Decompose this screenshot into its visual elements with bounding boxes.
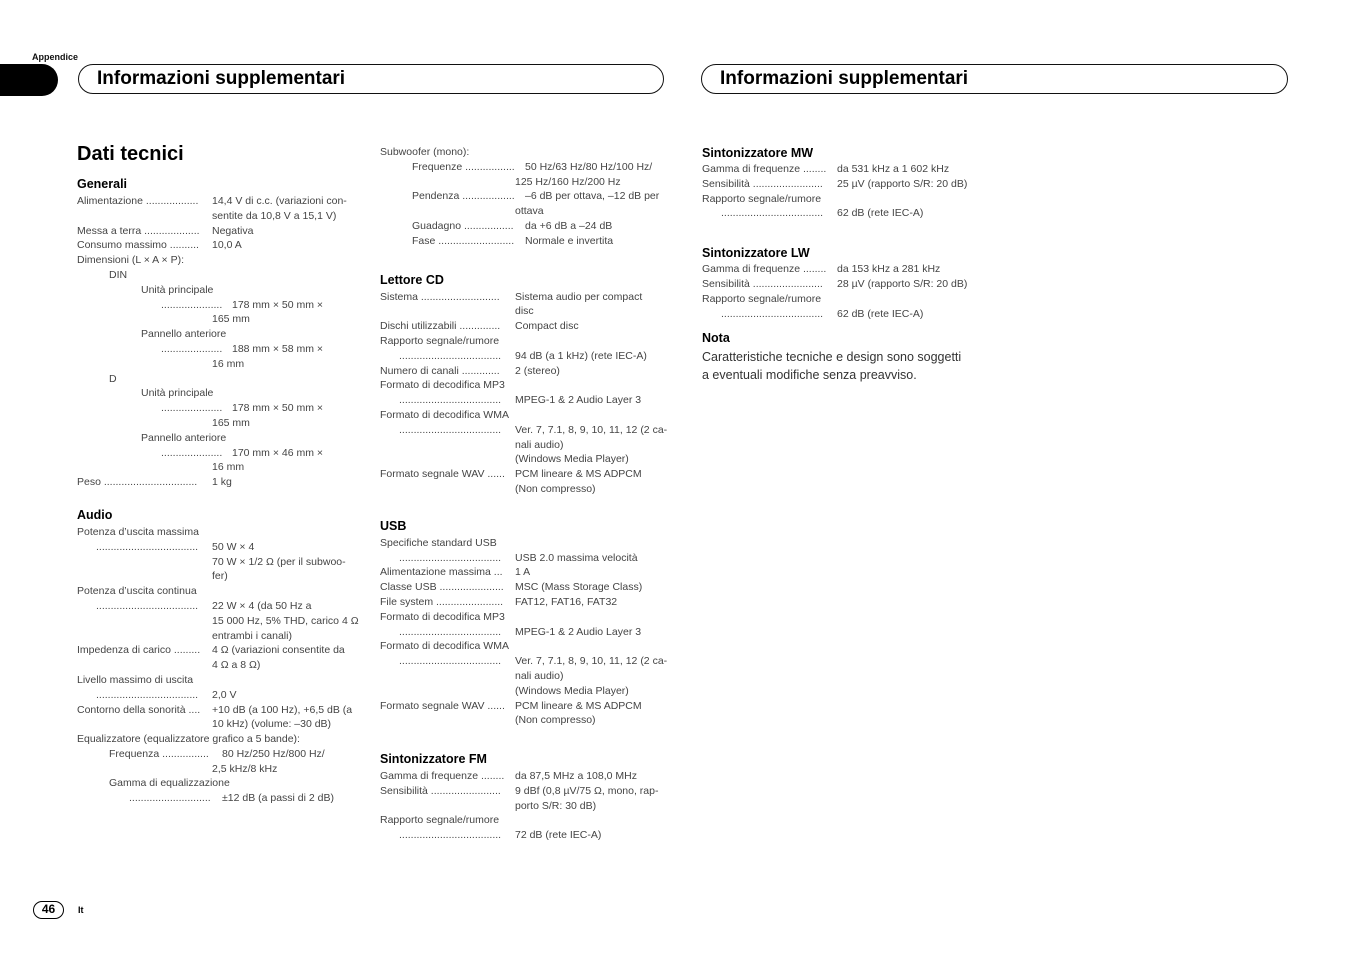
spec-label: Pannello anteriore <box>141 328 227 341</box>
spec-label: Rapporto segnale/rumore <box>702 192 822 205</box>
spec-value: ±12 dB (a passi di 2 dB) <box>222 792 334 805</box>
spec-dots: ..................... <box>161 298 223 311</box>
spec-label: DIN <box>109 268 128 281</box>
spec-value: entrambi i canali) <box>212 629 292 642</box>
spec-value: 28 µV (rapporto S/R: 20 dB) <box>837 277 968 290</box>
spec-value: Compact disc <box>515 320 579 333</box>
spec-dots: ................................... <box>399 625 502 638</box>
spec-value: ottava <box>515 205 544 218</box>
spec-value: 50 W × 4 <box>212 540 255 553</box>
spec-label: Equalizzatore (equalizzatore grafico a 5 bande): <box>77 733 300 746</box>
spec-label: Contorno della sonorità .... <box>77 703 201 716</box>
spec-label: Sistema ........................... <box>380 290 500 303</box>
spec-value: Sistema audio per compact <box>515 290 643 303</box>
spec-value: da 87,5 MHz a 108,0 MHz <box>515 770 637 783</box>
spec-value: USB 2.0 massima velocità <box>515 551 638 564</box>
spec-value: PCM lineare & MS ADPCM <box>515 699 642 712</box>
spec-value: da +6 dB a –24 dB <box>525 219 613 232</box>
spec-label: Formato di decodifica MP3 <box>380 610 505 623</box>
header-right <box>701 64 1288 94</box>
spec-value: 165 mm <box>212 313 250 326</box>
spec-value: 80 Hz/250 Hz/800 Hz/ <box>222 747 325 760</box>
spec-dots: ................................... <box>96 540 199 553</box>
header-left <box>78 64 664 94</box>
appendix-label: Appendice <box>32 52 79 62</box>
section-title-usb: USB <box>380 518 407 533</box>
spec-value: 16 mm <box>212 357 245 370</box>
spec-value: 4 Ω (variazioni consentite da <box>212 644 345 657</box>
spec-label: Dischi utilizzabili .............. <box>380 320 501 333</box>
spec-value: 62 dB (rete IEC-A) <box>837 307 924 320</box>
page-title: Dati tecnici <box>77 143 184 165</box>
spec-value: 10,0 A <box>212 239 242 252</box>
spec-value: (Non compresso) <box>515 714 596 727</box>
spec-value: 170 mm × 46 mm × <box>232 446 324 459</box>
spec-value: 1 A <box>515 566 531 579</box>
spec-label: Classe USB ...................... <box>380 581 504 594</box>
column-2 <box>380 145 670 843</box>
column-1 <box>77 177 367 806</box>
spec-value: 2 (stereo) <box>515 364 560 377</box>
spec-value: 2,5 kHz/8 kHz <box>212 762 278 775</box>
section-title-lettore-cd: Lettore CD <box>380 272 444 287</box>
spec-dots: ................................... <box>96 599 199 612</box>
spec-value: Ver. 7, 7.1, 8, 9, 10, 11, 12 (2 ca- <box>515 655 668 668</box>
spec-dots: ................................... <box>721 307 824 320</box>
spec-dots: ..................... <box>161 342 223 355</box>
nota-line: Caratteristiche tecniche e design sono soggetti <box>702 350 962 365</box>
spec-label: Peso ................................ <box>77 476 198 489</box>
spec-value: (Windows Media Player) <box>515 453 629 466</box>
spec-label: Livello massimo di uscita <box>77 673 194 686</box>
spec-dots: ................................... <box>399 655 502 668</box>
spec-label: Fase .......................... <box>412 234 515 247</box>
spec-label: Sensibilità ........................ <box>380 784 501 797</box>
spec-value: 4 Ω a 8 Ω) <box>212 659 261 672</box>
spec-value: nali audio) <box>515 669 564 682</box>
spec-label: Rapporto segnale/rumore <box>380 814 500 827</box>
spec-value: –6 dB per ottava, –12 dB per <box>525 190 660 203</box>
header-right-title: Informazioni supplementari <box>720 68 969 89</box>
spec-label: Numero di canali ............. <box>380 364 500 377</box>
spec-value: porto S/R: 30 dB) <box>515 799 597 812</box>
section-title-audio: Audio <box>77 507 113 522</box>
spec-label: Formato segnale WAV ...... <box>380 699 505 712</box>
spec-label: Specifiche standard USB <box>380 536 497 549</box>
language-label: It <box>78 905 84 915</box>
spec-dots: ..................... <box>161 402 223 415</box>
spec-value: 125 Hz/160 Hz/200 Hz <box>515 175 621 188</box>
spec-label: Guadagno ................. <box>412 219 514 232</box>
spec-value: 2,0 V <box>212 688 237 701</box>
spec-dots: ................................... <box>96 688 199 701</box>
spec-label: Rapporto segnale/rumore <box>702 292 822 305</box>
spec-value: sentite da 10,8 V a 15,1 V) <box>212 209 337 222</box>
spec-value: 14,4 V di c.c. (variazioni con- <box>212 195 347 207</box>
spec-value: nali audio) <box>515 438 564 451</box>
spec-label: File system ....................... <box>380 595 504 608</box>
spec-value: 15 000 Hz, 5% THD, carico 4 Ω <box>212 614 359 627</box>
spec-value: 178 mm × 50 mm × <box>232 298 324 311</box>
spec-label: Frequenza ................ <box>109 747 209 760</box>
header-left-title: Informazioni supplementari <box>97 68 346 89</box>
spec-label: Potenza d’uscita continua <box>77 585 197 598</box>
spec-value: da 153 kHz a 281 kHz <box>837 263 941 276</box>
section-tab <box>0 64 58 96</box>
spec-label: Formato di decodifica MP3 <box>380 379 505 392</box>
spec-value: Ver. 7, 7.1, 8, 9, 10, 11, 12 (2 ca- <box>515 423 668 436</box>
spec-label: Subwoofer (mono): <box>380 146 470 158</box>
spec-value: 94 dB (a 1 kHz) (rete IEC-A) <box>515 349 647 362</box>
spec-label: Sensibilità ........................ <box>702 177 823 190</box>
section-title-sintonizzatore-fm: Sintonizzatore FM <box>380 752 487 767</box>
spec-label: Formato di decodifica WMA <box>380 640 509 653</box>
spec-value: (Non compresso) <box>515 482 596 495</box>
spec-value: Negativa <box>212 224 254 237</box>
spec-label: Formato di decodifica WMA <box>380 408 509 421</box>
spec-value: 25 µV (rapporto S/R: 20 dB) <box>837 177 968 190</box>
nota-line: a eventuali modifiche senza preavviso. <box>702 367 917 382</box>
spec-dots: ................................... <box>399 394 502 407</box>
spec-label: Alimentazione .................. <box>77 195 199 207</box>
spec-value: 165 mm <box>212 416 250 429</box>
spec-value: 62 dB (rete IEC-A) <box>837 207 924 220</box>
spec-value: 10 kHz) (volume: –30 dB) <box>212 718 332 731</box>
section-title-sintonizzatore-mw: Sintonizzatore MW <box>702 146 814 160</box>
spec-label: Gamma di frequenze ........ <box>702 263 827 276</box>
spec-dots: ..................... <box>161 446 223 459</box>
spec-label: Gamma di equalizzazione <box>109 777 230 790</box>
spec-value: 9 dBf (0,8 µV/75 Ω, mono, rap- <box>515 784 659 797</box>
spec-label: Messa a terra ................... <box>77 224 200 237</box>
spec-label: Sensibilità ........................ <box>702 277 823 290</box>
spec-label: Gamma di frequenze ........ <box>380 770 505 783</box>
column-3 <box>702 146 1002 384</box>
spec-value: MSC (Mass Storage Class) <box>515 581 643 594</box>
spec-value: 50 Hz/63 Hz/80 Hz/100 Hz/ <box>525 160 653 173</box>
spec-label: Dimensioni (L × A × P): <box>77 254 184 267</box>
spec-label: Gamma di frequenze ........ <box>702 163 827 175</box>
spec-label: Consumo massimo .......... <box>77 239 199 252</box>
spec-label: Unità principale <box>141 387 214 400</box>
spec-label: Pendenza .................. <box>412 190 515 203</box>
spec-label: Pannello anteriore <box>141 431 227 444</box>
spec-value: 188 mm × 58 mm × <box>232 342 324 355</box>
spec-value: disc <box>515 305 534 318</box>
spec-value: 72 dB (rete IEC-A) <box>515 829 602 842</box>
spec-dots: ................................... <box>399 829 502 842</box>
spec-label: Formato segnale WAV ...... <box>380 468 505 481</box>
spec-label: Rapporto segnale/rumore <box>380 334 500 347</box>
spec-value: 22 W × 4 (da 50 Hz a <box>212 599 312 612</box>
spec-value: +10 dB (a 100 Hz), +6,5 dB (a <box>212 703 353 716</box>
spec-label: Unità principale <box>141 283 214 296</box>
spec-value: MPEG-1 & 2 Audio Layer 3 <box>515 394 642 407</box>
spec-dots: ................................... <box>399 423 502 436</box>
spec-value: 178 mm × 50 mm × <box>232 402 324 415</box>
spec-dots: ................................... <box>399 551 502 564</box>
page-number: 46 <box>33 901 64 919</box>
spec-value: Normale e invertita <box>525 234 614 247</box>
spec-label: Frequenze ................. <box>412 160 515 173</box>
spec-value: 70 W × 1/2 Ω (per il subwoo- <box>212 555 346 568</box>
spec-label: Potenza d’uscita massima <box>77 525 199 538</box>
spec-value: PCM lineare & MS ADPCM <box>515 468 642 481</box>
section-title-sintonizzatore-lw: Sintonizzatore LW <box>702 246 810 261</box>
section-title-generali: Generali <box>77 177 128 191</box>
spec-value: da 531 kHz a 1 602 kHz <box>837 163 950 175</box>
spec-dots: ................................... <box>399 349 502 362</box>
spec-label: Alimentazione massima ... <box>380 566 503 579</box>
spec-value: fer) <box>212 570 228 583</box>
spec-value: FAT12, FAT16, FAT32 <box>515 595 618 608</box>
spec-value: (Windows Media Player) <box>515 684 629 697</box>
spec-label: Impedenza di carico ......... <box>77 644 201 657</box>
spec-value: 1 kg <box>212 476 232 489</box>
spec-label: D <box>109 372 117 385</box>
spec-dots: ............................ <box>129 792 211 805</box>
section-title-nota: Nota <box>702 331 730 346</box>
spec-dots: ................................... <box>721 207 824 220</box>
spec-value: MPEG-1 & 2 Audio Layer 3 <box>515 625 642 638</box>
spec-value: 16 mm <box>212 461 245 474</box>
